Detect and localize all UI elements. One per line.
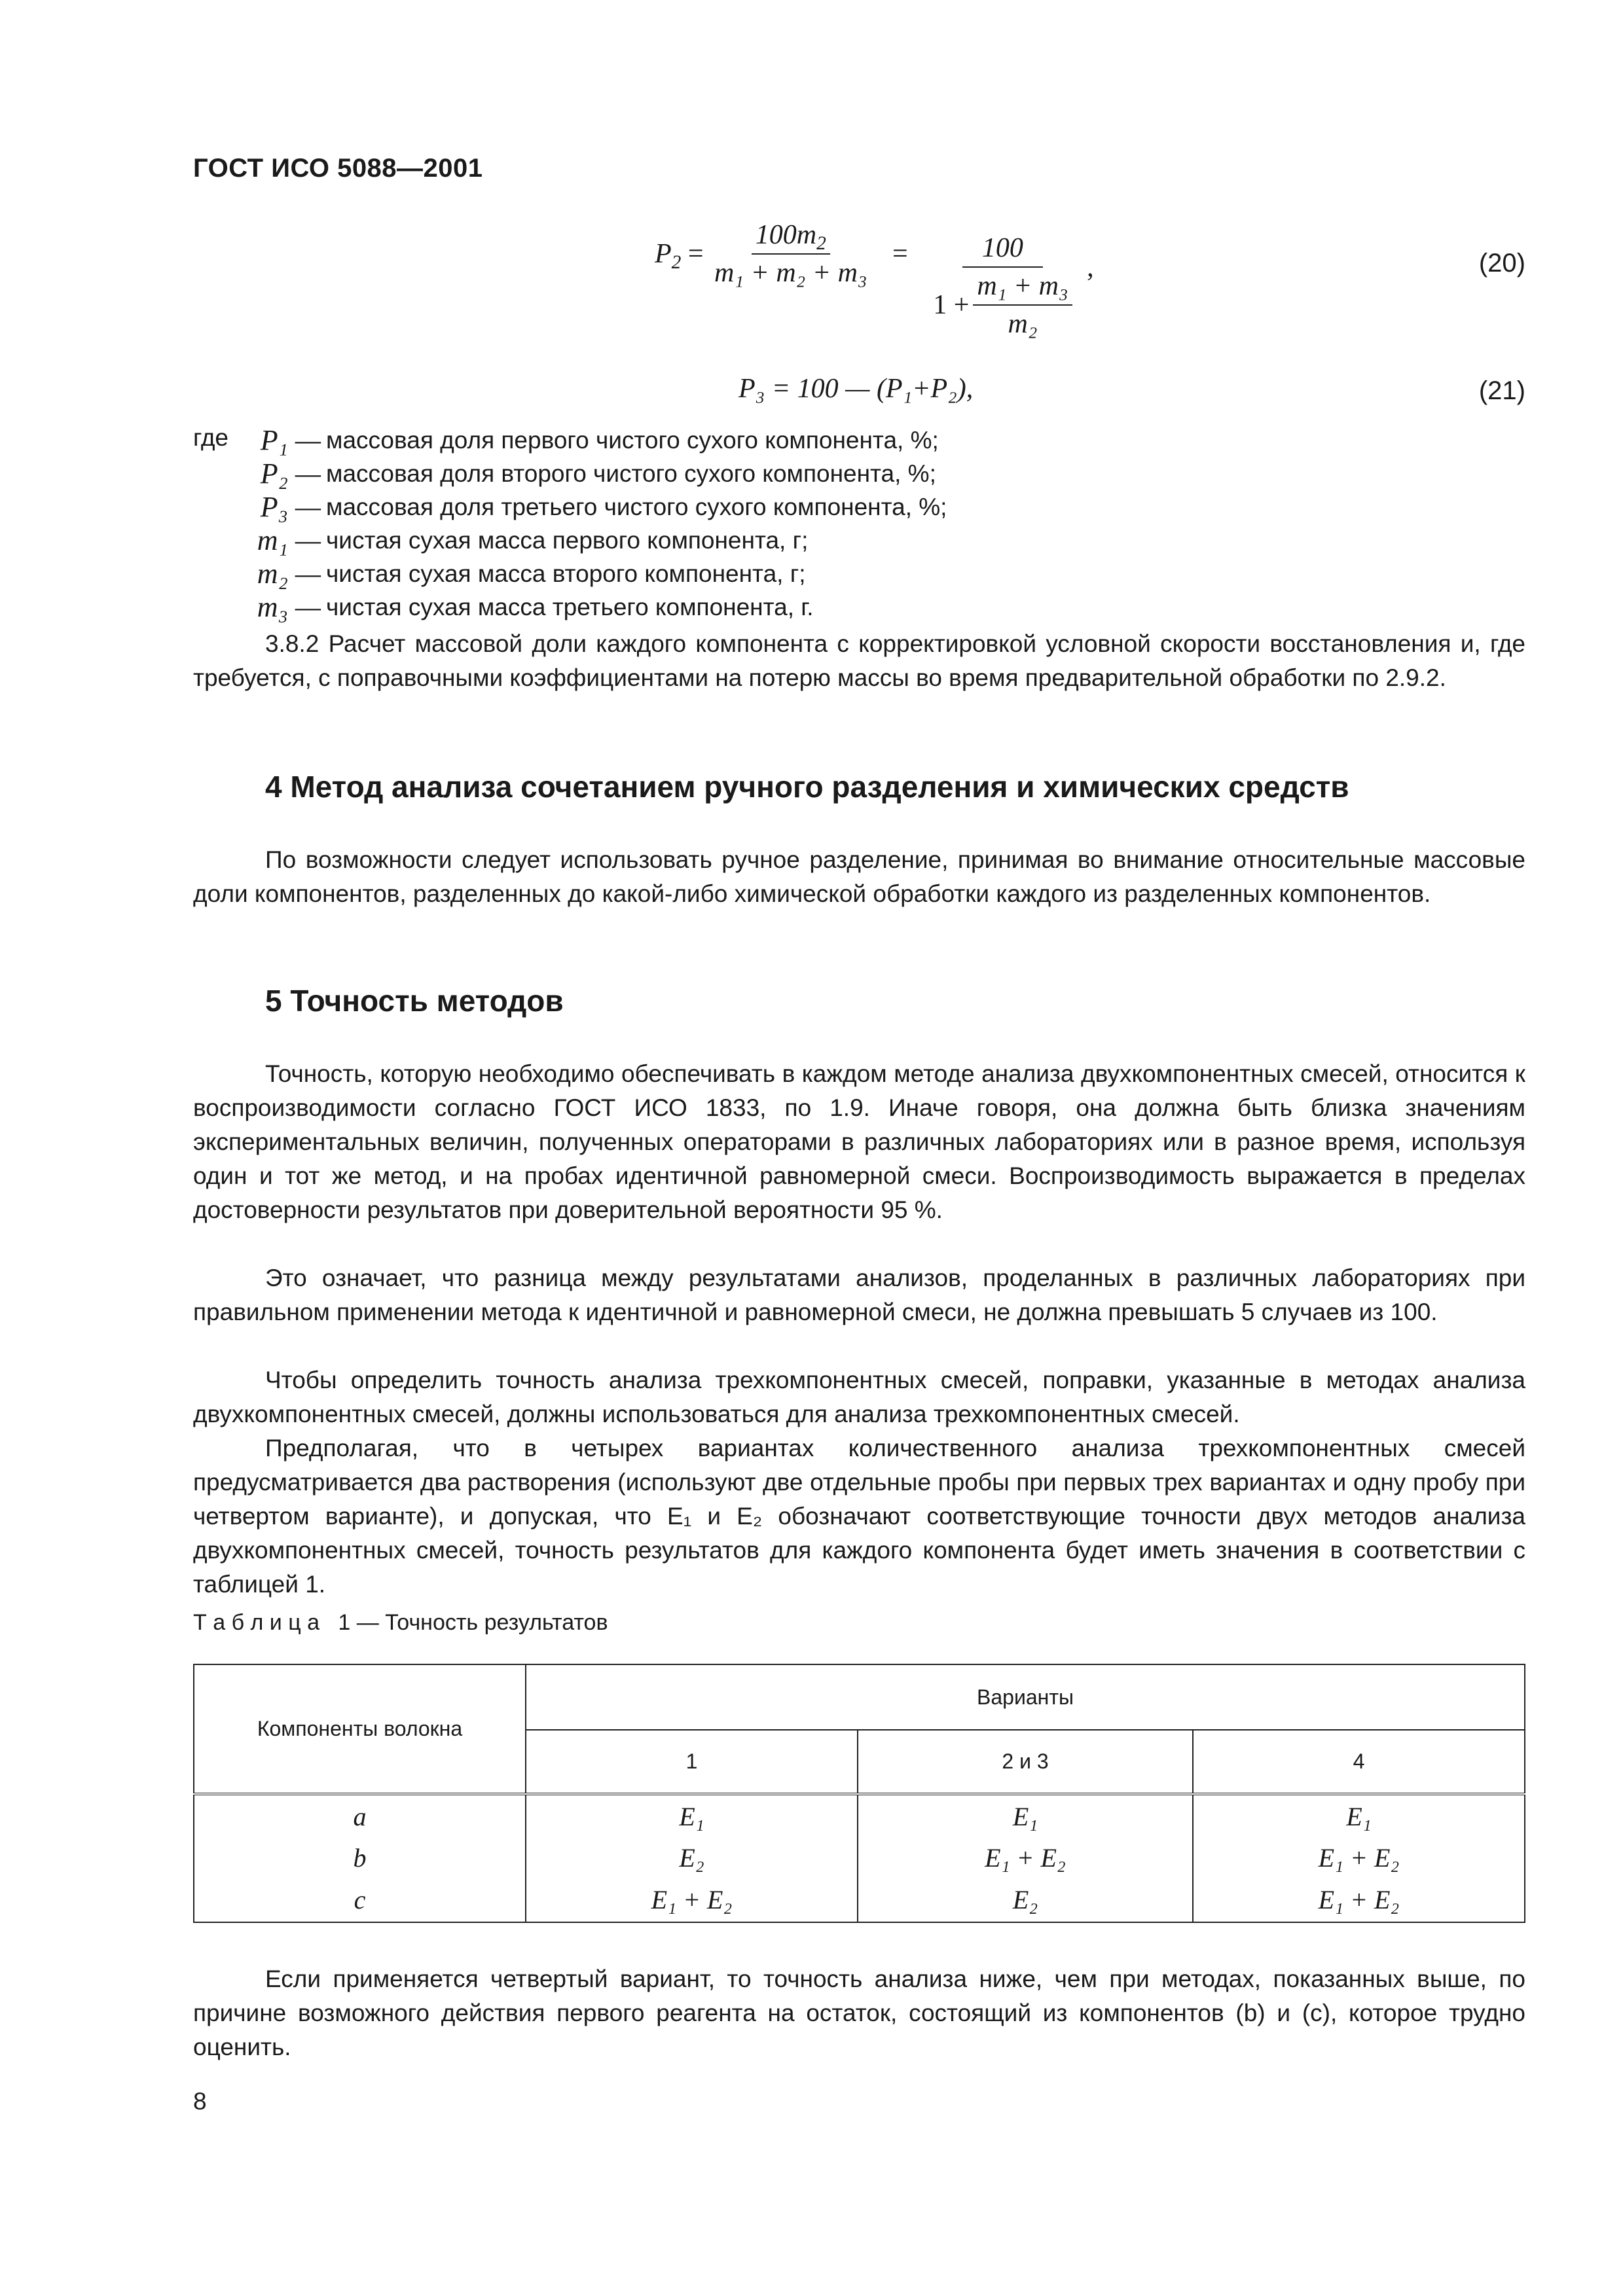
formula-20-frac2-inner-num: m₁ + m₃ xyxy=(973,270,1072,306)
where-text: массовая доля первого чистого сухого компонента, %; xyxy=(326,427,939,454)
where-text: чистая сухая масса первого компонента, г; xyxy=(326,527,809,554)
header-variant-2-3: 2 и 3 xyxy=(858,1730,1193,1794)
header-variant-1: 1 xyxy=(526,1730,858,1794)
formula-20-fraction-2 xyxy=(929,232,1076,340)
formula-20-frac1-num-sub: 2 xyxy=(816,232,826,254)
document-header: ГОСТ ИСО 5088—2001 xyxy=(193,154,483,183)
cell-variant-4: E₁ + E₂ xyxy=(1193,1837,1525,1878)
cell-variant-4: E₁ + E₂ xyxy=(1193,1878,1525,1922)
cell-variant-2-3: E₁ xyxy=(858,1794,1193,1837)
table-row xyxy=(194,1878,1525,1922)
section-5-heading: 5 Точность методов xyxy=(265,984,564,1018)
where-symbol: m₂ — xyxy=(257,558,321,590)
formula-20-frac2-inner-den: m₂ xyxy=(1008,309,1038,339)
section-5-paragraph-4: Предполагая, что в четырех вариантах количественного анализа трехкомпонентных смесей предусматривается два растворения (используют две отдельные пробы при первых трех вариантах и одну пробу при четвертом варианте), и допуская, что E₁ и E₂ обозначают соответствующие точности двух методов анализа двухкомпонентных смесей, точность результатов для каждого компонента будет иметь значения в соответствии с таблицей 1. xyxy=(193,1435,1525,1598)
formula-20-number: (20) xyxy=(1478,249,1525,278)
cell-variant-1: E₂ xyxy=(526,1837,858,1878)
cell-variant-1: E₁ xyxy=(526,1794,858,1837)
formula-20-frac1-den: m₁ + m₂ + m₃ xyxy=(714,258,867,288)
section-4-heading: 4 Метод анализа сочетанием ручного разделения и химических средств xyxy=(265,770,1349,804)
where-text: чистая сухая масса второго компонента, г; xyxy=(326,560,806,587)
table-row xyxy=(194,1794,1525,1837)
header-variant-4: 4 xyxy=(1193,1730,1525,1794)
formula-20-lhs-sub: 2 xyxy=(671,251,682,273)
section-4-text: По возможности следует использовать ручное разделение, принимая во внимание относительные массовые доли компонентов, разделенных до какой-либо химической обработки каждого из разделенных компонентов. xyxy=(193,846,1525,907)
precision-table xyxy=(193,1664,1525,1923)
cell-variant-2-3: E₂ xyxy=(858,1878,1193,1922)
formula-20-frac1-num: 100m xyxy=(755,220,817,250)
formula-20-frac2-num: 100 xyxy=(962,232,1043,268)
table-caption: Т а б л и ц а 1 — Точность результатов xyxy=(193,1610,608,1635)
where-symbol: m₃ — xyxy=(257,591,321,623)
header-components: Компоненты волокна xyxy=(194,1664,526,1794)
cell-component: a xyxy=(194,1794,526,1837)
where-symbol: P₂ — xyxy=(260,457,321,490)
formula-21-number: (21) xyxy=(1478,376,1525,405)
cell-component: c xyxy=(194,1878,526,1922)
paragraph-3-8-2: 3.8.2 Расчет массовой доли каждого компонента с корректировкой условной скорости восстановления и, где требуется, с поправочными коэффициентами на потерю массы во время предварительной обработки по 2.9.2. xyxy=(193,630,1525,691)
formula-20-frac2-prefix: 1 + xyxy=(933,290,970,320)
where-symbol: P₃ — xyxy=(260,491,321,523)
where-lead: где xyxy=(193,424,229,451)
cell-variant-4: E₁ xyxy=(1193,1794,1525,1837)
where-text: чистая сухая масса третьего компонента, г. xyxy=(326,594,814,620)
section-5-paragraph-3: Чтобы определить точность анализа трехкомпонентных смесей, поправки, указанные в методах анализа двухкомпонентных смесей, должны использоваться для анализа трехкомпонентных смесей. xyxy=(193,1367,1525,1427)
formula-20-lhs: P xyxy=(655,239,672,269)
closing-paragraph: Если применяется четвертый вариант, то точность анализа ниже, чем при методах, показанных выше, по причине возможного действия первого реагента на остаток, состоящий из компонентов (b) и (c), которое трудно оценить. xyxy=(193,1965,1525,2060)
table-row xyxy=(194,1837,1525,1878)
page-number: 8 xyxy=(193,2088,207,2115)
section-5-paragraph-1: Точность, которую необходимо обеспечивать в каждом методе анализа двухкомпонентных смесей, относится к воспроизводимости согласно ГОСТ ИСО 1833, по 1.9. Иначе говоря, она должна быть близка значениям экспериментальных величин, полученных операторами в различных лабораториях или в разное время, используя один и тот же метод, и на пробах идентичной равномерной смеси. Воспроизводимость выражается в пределах достоверности результатов при доверительной вероятности 95 %. xyxy=(193,1060,1525,1223)
formula-20-fraction-1 xyxy=(710,219,871,289)
where-symbol: m₁ — xyxy=(257,524,321,556)
cell-component: b xyxy=(194,1837,526,1878)
where-text: массовая доля второго чистого сухого компонента, %; xyxy=(326,460,936,487)
header-variants: Варианты xyxy=(526,1664,1525,1730)
section-5-paragraph-2: Это означает, что разница между результатами анализов, проделанных в различных лабораториях при правильном применении метода к идентичной и равномерной смеси, не должна превышать 5 случаев из 100. xyxy=(193,1265,1525,1325)
cell-variant-1: E₁ + E₂ xyxy=(526,1878,858,1922)
where-text: массовая доля третьего чистого сухого компонента, %; xyxy=(326,493,947,520)
formula-21: P₃ = 100 — (P₁+P₂), xyxy=(739,374,974,404)
where-symbol: P₁ — xyxy=(260,424,321,456)
cell-variant-2-3: E₁ + E₂ xyxy=(858,1837,1193,1878)
formula-20: $P_2$ = $\frac{100m_2}{\text{m₁ + m₂ + m₃}}$ = 100 1 + $\frac{\text{m₁ + m₃}}{\text{m₂}}$ , xyxy=(655,220,1094,339)
